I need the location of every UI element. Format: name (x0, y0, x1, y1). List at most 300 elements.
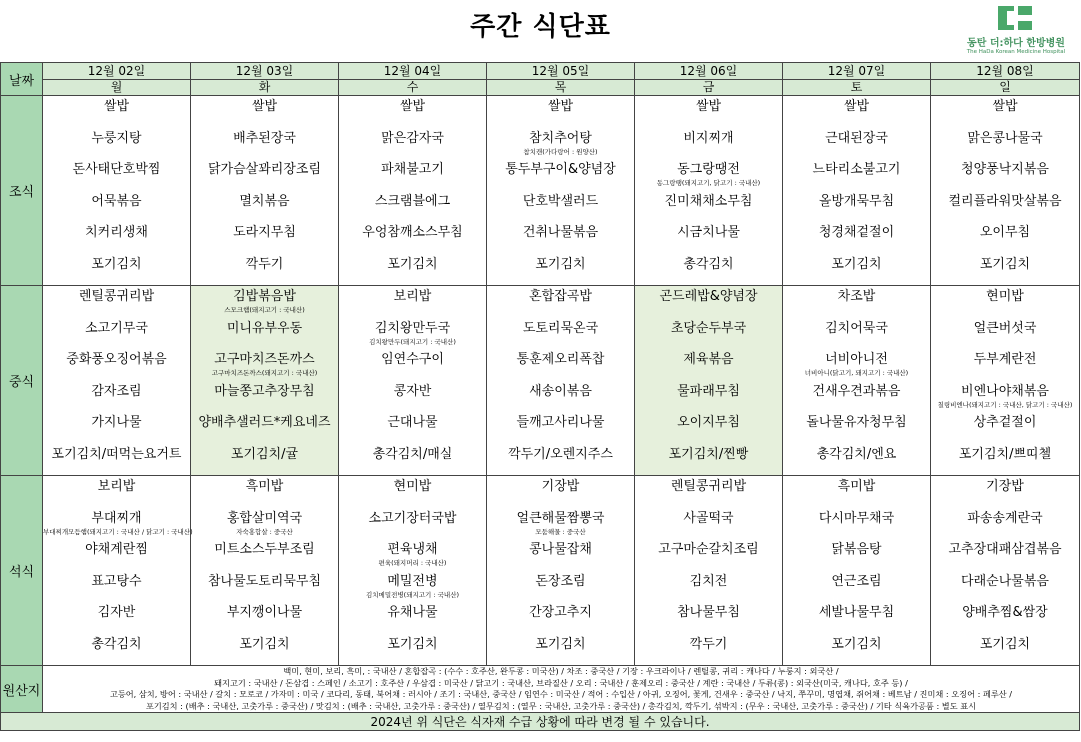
menu-item-name: 포기김치 (91, 256, 142, 272)
menu-item (783, 159, 930, 191)
menu-item-name: 기장밥 (986, 479, 1024, 494)
menu-item (783, 381, 930, 413)
menu-item-name: 포기김치 (831, 636, 882, 652)
origin-line: 고등어, 삼치, 방어 : 국내산 / 갈치 : 모로코 / 가자미 : 미국 / 코다리, 동태, 북어채 : 러시아 / 조기 : 국내산, 중국산 / 임연수 : 미국산 / 적어 : 수입산 / 아귀, 오징어, 꽃게, 건새우 : 중국산 / 낙지, 쭈꾸미, 명엽채, 쥐어채 : 베트남 / 진미채 : 오징어 : 페루산 / (109, 689, 1013, 699)
menu-item-name: 차조밥 (837, 289, 876, 304)
menu-item-note: 김치왕만두(돼지고기 : 국내산) (369, 337, 456, 346)
menu-item (43, 476, 190, 508)
menu-item (783, 349, 930, 381)
menu-item (487, 159, 634, 191)
lunch-cell (931, 286, 1080, 476)
menu-item (339, 602, 486, 634)
menu-item (43, 508, 193, 540)
menu-item-name: 파송송계란국 (967, 510, 1043, 526)
menu-item-name: 얼큰버섯국 (973, 320, 1037, 336)
menu-item (635, 96, 782, 128)
menu-item-name: 깍두기 (689, 636, 728, 652)
lunch-cell (783, 286, 931, 476)
menu-item-name: 쌀밥 (695, 99, 722, 114)
menu-item (339, 191, 486, 223)
breakfast-cell (635, 96, 783, 286)
menu-item-name: 혼합잡곡밥 (529, 289, 592, 304)
menu-item-name: 파채불고기 (381, 162, 444, 177)
menu-item-name: 청경채겉절이 (818, 225, 895, 240)
menu-item (191, 602, 338, 634)
menu-item (191, 222, 338, 254)
dinner-cell (783, 476, 931, 666)
menu-item-name: 참치추어탕 (529, 130, 592, 146)
menu-item (783, 191, 930, 223)
menu-item (191, 412, 338, 444)
breakfast-cell (339, 96, 487, 286)
menu-item-name: 배추된장국 (233, 130, 296, 146)
menu-item-name: 소고기장터국밥 (368, 510, 457, 526)
menu-item (783, 571, 930, 603)
menu-item (191, 571, 338, 603)
menu-item (931, 381, 1079, 413)
menu-item-note: 참치캔(가다랑어 : 원양산) (523, 147, 598, 156)
menu-item-name: 렌틸콩귀리밥 (670, 479, 747, 494)
menu-item-note: 모둠해물 : 중국산 (535, 527, 586, 536)
menu-item-name: 쌀밥 (843, 99, 870, 114)
menu-item (931, 444, 1079, 476)
menu-item-name: 총각김치/매실 (372, 446, 453, 462)
menu-item-name: 총각김치 (91, 636, 142, 652)
menu-item-name: 포기김치 (979, 256, 1031, 272)
menu-item-name: 시금치나물 (677, 225, 740, 240)
menu-item-name: 포기김치/떠먹는요거트 (51, 446, 182, 462)
menu-item (635, 381, 782, 413)
menu-item-name: 초당순두부국 (670, 320, 747, 336)
menu-item (487, 412, 634, 444)
menu-item (487, 634, 634, 666)
menu-item (191, 508, 338, 540)
menu-item-name: 포기김치/귤 (230, 446, 299, 462)
dinner-label: 석식 (1, 476, 43, 666)
weekday-cell: 목 (487, 80, 635, 96)
menu-item (635, 602, 782, 634)
menu-item-name: 표고탕수 (91, 573, 142, 589)
date-cell: 12월 04일 (339, 63, 487, 80)
menu-item-note: 편육(돼지머리 : 국내산) (378, 559, 447, 567)
menu-item-name: 오이무침 (979, 225, 1031, 240)
menu-item (339, 381, 486, 413)
menu-item-name: 들깨고사리나물 (516, 415, 605, 430)
menu-item (339, 476, 486, 508)
dinner-cell (43, 476, 191, 666)
menu-item (339, 128, 486, 160)
menu-item-name: 김치전 (689, 573, 728, 589)
menu-item (783, 476, 930, 508)
footer-notice: 2024년 위 식단은 식자재 수급 상황에 따라 변경 될 수 있습니다. (1, 713, 1080, 731)
menu-item-name: 편육냉채 (387, 542, 438, 557)
menu-item-name: 양배추찜&쌈장 (962, 605, 1048, 620)
menu-item-name: 두부계란전 (973, 352, 1037, 367)
menu-item-name: 유채나물 (387, 605, 438, 620)
menu-item (43, 318, 190, 350)
breakfast-cell (43, 96, 191, 286)
menu-item-name: 돌나물유자청무침 (806, 415, 907, 430)
menu-item-note: 자숙홍합살 : 중국산 (236, 527, 293, 536)
menu-item (783, 222, 930, 254)
menu-item (931, 634, 1079, 666)
menu-item-name: 포기김치/찐빵 (668, 446, 749, 462)
breakfast-label: 조식 (1, 96, 43, 286)
menu-item (783, 539, 930, 571)
weekday-cell: 토 (783, 80, 931, 96)
menu-item-name: 소고기무국 (85, 320, 148, 336)
menu-item (931, 508, 1079, 540)
menu-item-name: 치커리생채 (85, 225, 148, 240)
menu-item (783, 286, 930, 318)
logo-name: 동탄 더:하다 한방병원 (967, 38, 1065, 49)
menu-item-name: 쌀밥 (103, 99, 130, 114)
origin-line: 돼지고기 : 국내산 / 돈삼겹 : 스페인 / 소고기 : 호주산 / 우삼겹 : 미국산 / 닭고기 : 국내산, 브라질산 / 오리 : 국내산 / 훈제오리 : 중국산 / 계란 : 국내산 / 두류(콩) : 외국산(미국, 캐나다, 호주 등) / (214, 677, 908, 688)
menu-item-name: 간장고추지 (529, 605, 592, 620)
menu-item (191, 381, 338, 413)
logo-mark-icon (998, 6, 1032, 30)
menu-item-note: 스모크햄(돼지고기 : 국내산) (224, 306, 305, 314)
menu-item (339, 539, 486, 571)
menu-item (43, 602, 190, 634)
menu-item (931, 191, 1079, 223)
menu-item (635, 191, 782, 223)
menu-item-name: 참나물무침 (677, 605, 740, 620)
weekday-cell: 수 (339, 80, 487, 96)
lunch-cell (487, 286, 635, 476)
menu-item-name: 사골떡국 (683, 510, 734, 526)
menu-item-name: 고구마순갈치조림 (658, 542, 759, 557)
menu-item-name: 연근조림 (831, 573, 882, 589)
menu-item (783, 96, 930, 128)
dinner-cell (191, 476, 339, 666)
menu-item-name: 깍두기 (245, 256, 284, 272)
menu-item (339, 159, 486, 191)
breakfast-cell (931, 96, 1080, 286)
menu-item (635, 222, 782, 254)
weekday-cell: 월 (43, 80, 191, 96)
menu-item (487, 539, 634, 571)
menu-item (487, 286, 634, 318)
menu-item (635, 159, 782, 191)
menu-item (339, 222, 486, 254)
menu-item-name: 보리밥 (97, 479, 136, 494)
menu-item-name: 임연수구이 (381, 352, 444, 367)
menu-item-note: 너비아니(닭고기, 돼지고기 : 국내산) (804, 369, 909, 377)
menu-item-name: 누룽지탕 (91, 130, 142, 146)
menu-item (635, 476, 782, 508)
menu-item (191, 349, 338, 381)
menu-item-name: 기장밥 (541, 479, 580, 494)
menu-item (43, 634, 190, 666)
menu-item-note: 부대찌개모듬햄(돼지고기 : 국내산 / 닭고기 : 국내산) (43, 527, 193, 536)
menu-item (339, 254, 486, 286)
menu-item (487, 318, 634, 350)
menu-item (191, 128, 338, 160)
menu-item-name: 우엉참깨소스무침 (362, 225, 463, 240)
menu-item (43, 96, 190, 128)
menu-item-note: 칠링비엔나(돼지고기 : 국내산, 닭고기 : 국내산) (937, 400, 1073, 409)
menu-item-name: 흑미밥 (837, 479, 876, 494)
date-cell: 12월 03일 (191, 63, 339, 80)
menu-item-name: 단호박샐러드 (522, 193, 599, 209)
menu-item-name: 느타리소불고기 (812, 162, 901, 177)
lunch-cell (635, 286, 783, 476)
menu-item-name: 현미밥 (986, 289, 1024, 304)
menu-item (783, 602, 930, 634)
menu-item-name: 렌틸콩귀리밥 (78, 289, 155, 304)
menu-item (43, 254, 190, 286)
menu-item (635, 254, 782, 286)
menu-item-name: 보리밥 (393, 289, 432, 304)
menu-item (487, 444, 634, 476)
menu-item-name: 돈사태단호박찜 (72, 162, 161, 177)
menu-item (783, 318, 930, 350)
menu-item-name: 너비아니전 (825, 352, 888, 367)
lunch-cell (191, 286, 339, 476)
weekday-cell: 화 (191, 80, 339, 96)
menu-item (339, 286, 486, 318)
menu-item-name: 통두부구이&양념장 (505, 162, 616, 177)
menu-item-name: 도라지무침 (233, 225, 296, 240)
menu-item-name: 멸치볶음 (239, 193, 290, 209)
menu-item (635, 286, 782, 318)
hospital-logo (960, 4, 1072, 60)
menu-item (635, 349, 782, 381)
menu-item-name: 깍두기/오렌지주스 (508, 446, 613, 462)
menu-item (635, 508, 782, 540)
menu-item (635, 634, 782, 666)
menu-item-name: 쌀밥 (251, 99, 278, 114)
menu-item (931, 476, 1079, 508)
menu-item-name: 다래순나물볶음 (961, 573, 1049, 589)
menu-item (783, 634, 930, 666)
menu-item (43, 159, 190, 191)
origin-label: 원산지 (1, 666, 43, 713)
menu-item (931, 539, 1079, 571)
menu-item-name: 제육볶음 (683, 352, 734, 367)
menu-item-name: 미니유부우동 (226, 320, 303, 336)
menu-item-name: 스크램블에그 (374, 193, 451, 209)
menu-item (43, 349, 190, 381)
menu-item-name: 도토리묵온국 (522, 320, 599, 336)
menu-item (635, 571, 782, 603)
logo-subtitle: The HaDa Korean Medicine Hospital (966, 49, 1066, 55)
menu-item (931, 602, 1079, 634)
date-cell: 12월 08일 (931, 63, 1080, 80)
menu-item-name: 총각김치/엔요 (816, 446, 897, 462)
menu-item (783, 412, 930, 444)
menu-item-name: 건취나물볶음 (522, 225, 599, 240)
menu-item (931, 254, 1079, 286)
menu-item-name: 김밥볶음밥 (233, 289, 296, 304)
menu-item-name: 상추겉절이 (973, 415, 1037, 430)
menu-item-name: 곤드레밥&양념장 (659, 289, 758, 304)
menu-item-name: 김자반 (97, 605, 136, 620)
menu-item-name: 흑미밥 (245, 479, 284, 494)
menu-item-name: 맑은콩나물국 (967, 130, 1043, 146)
menu-item (43, 412, 190, 444)
menu-item-name: 콩자반 (393, 383, 432, 399)
lunch-cell (339, 286, 487, 476)
menu-item (339, 349, 486, 381)
menu-item (43, 539, 190, 571)
menu-item-name: 다시마무채국 (818, 510, 895, 526)
menu-item-name: 쌀밥 (547, 99, 574, 114)
origin-info (43, 666, 1080, 713)
menu-item-name: 포기김치/쁘띠첼 (958, 446, 1052, 462)
menu-item (339, 571, 486, 603)
origin-line: 백미, 현미, 보리, 흑미, : 국내산 / 혼합잡곡 : (수수 : 호주산, 완두콩 : 미국산) / 차조 : 중국산 / 기장 : 우크라이나 / 렌틸콩, 귀리 : 캐나다 / 누룽지 : 외국산 / (283, 666, 839, 676)
menu-item (783, 444, 930, 476)
menu-item-name: 포기김치 (535, 256, 586, 272)
dinner-cell (635, 476, 783, 666)
menu-item-name: 진미채채소무침 (664, 193, 753, 209)
menu-item-name: 쌀밥 (992, 99, 1018, 114)
menu-item (487, 381, 634, 413)
menu-item (43, 444, 190, 476)
menu-item (339, 318, 486, 350)
menu-item (43, 191, 190, 223)
menu-item-name: 포기김치 (387, 256, 438, 272)
menu-item (931, 571, 1079, 603)
breakfast-cell (783, 96, 931, 286)
menu-item (43, 571, 190, 603)
menu-item-name: 통훈제오리폭찹 (516, 352, 605, 367)
menu-item-name: 마늘쫑고추장무침 (214, 383, 315, 399)
menu-item-name: 콩나물잡채 (529, 542, 592, 557)
menu-item-name: 포기김치 (239, 636, 290, 652)
menu-item (191, 476, 338, 508)
menu-item-name: 동그랑땡전 (677, 162, 740, 177)
menu-item-name: 물파래무침 (677, 383, 740, 399)
menu-item (487, 571, 634, 603)
menu-item (191, 159, 338, 191)
menu-item (43, 128, 190, 160)
menu-item-note: 김치메밀전병(돼지고기 : 국내산) (365, 590, 460, 599)
menu-item-name: 닭가슴살꽈리장조림 (207, 162, 322, 177)
menu-item-name: 쌀밥 (399, 99, 426, 114)
menu-item (783, 254, 930, 286)
date-cell: 12월 05일 (487, 63, 635, 80)
menu-item-name: 올방개묵무침 (818, 193, 895, 209)
page-title: 주간 식단표 (470, 12, 611, 42)
dinner-cell (931, 476, 1080, 666)
menu-item-name: 컬리플라워맛살볶음 (948, 193, 1062, 209)
menu-item (43, 381, 190, 413)
menu-item (191, 96, 338, 128)
dinner-cell (339, 476, 487, 666)
menu-item-name: 김치왕만두국 (374, 320, 451, 336)
menu-item-name: 부지깽이나물 (226, 605, 303, 620)
menu-item-name: 닭볶음탕 (831, 542, 882, 557)
menu-item (487, 476, 634, 508)
menu-item (931, 318, 1079, 350)
menu-item-name: 중화풍오징어볶음 (66, 352, 167, 367)
menu-item (339, 412, 486, 444)
menu-item-name: 현미밥 (393, 479, 432, 494)
menu-item-note: 고구마치즈돈까스(돼지고기 : 국내산) (211, 369, 318, 377)
menu-item-name: 새송이볶음 (529, 383, 592, 399)
weekday-cell: 일 (931, 80, 1080, 96)
menu-item-name: 얼큰해물짬뽕국 (516, 510, 605, 526)
menu-item (487, 508, 634, 540)
menu-item (339, 444, 486, 476)
menu-item-name: 감자조림 (91, 383, 142, 399)
origin-line: 포기김치 : (배추 : 국내산, 고춧가루 : 중국산) / 맛김치 : (배추 : 국내산, 고춧가루 : 중국산) / 열무김치 : (열무 : 국내산, 고춧가루 : 중국산) / 총각김치, 깍두기, 섞박지 : (무우 : 국내산, 고춧가루 : 중국산) / 기타 식육가공품 : 별도 표시 (145, 700, 977, 711)
menu-item-note: 동그랑땡(돼지고기, 닭고기 : 국내산) (656, 179, 761, 187)
menu-item (931, 159, 1079, 191)
menu-item-name: 김치어묵국 (825, 320, 888, 336)
menu-item (635, 539, 782, 571)
menu-item-name: 양배추샐러드*케요네즈 (198, 415, 331, 430)
menu-item (931, 128, 1079, 160)
menu-item (339, 634, 486, 666)
menu-item-name: 포기김치 (387, 636, 438, 652)
menu-item-name: 오이지무침 (677, 415, 740, 430)
menu-item (191, 539, 338, 571)
menu-item (191, 634, 338, 666)
breakfast-cell (191, 96, 339, 286)
date-cell: 12월 02일 (43, 63, 191, 80)
menu-item (931, 286, 1079, 318)
menu-item (931, 349, 1079, 381)
dinner-cell (487, 476, 635, 666)
menu-item (931, 412, 1079, 444)
menu-item (43, 222, 190, 254)
menu-item (635, 444, 782, 476)
menu-item (487, 349, 634, 381)
menu-item-name: 비지찌개 (683, 130, 734, 146)
menu-item (635, 318, 782, 350)
menu-item-name: 가지나물 (91, 415, 142, 430)
menu-item-name: 근대된장국 (825, 130, 888, 146)
menu-item (191, 318, 338, 350)
menu-item (487, 254, 634, 286)
menu-item (339, 508, 486, 540)
menu-item-name: 참나물도토리묵무침 (207, 573, 322, 589)
menu-item-name: 메밀전병 (387, 573, 438, 589)
menu-item (487, 602, 634, 634)
menu-item-name: 고구마치즈돈까스 (214, 352, 315, 367)
menu-item (635, 412, 782, 444)
menu-item-name: 돈장조림 (535, 573, 586, 589)
menu-item (191, 254, 338, 286)
menu-item (783, 128, 930, 160)
menu-item-name: 건새우견과볶음 (812, 383, 901, 399)
menu-item (931, 96, 1079, 128)
menu-item (487, 128, 634, 160)
menu-item (487, 191, 634, 223)
menu-item (191, 191, 338, 223)
menu-item-name: 총각김치 (683, 256, 734, 272)
weekday-cell: 금 (635, 80, 783, 96)
breakfast-cell (487, 96, 635, 286)
lunch-cell (43, 286, 191, 476)
menu-item (931, 222, 1079, 254)
menu-item-name: 비엔나야채볶음 (961, 383, 1049, 399)
menu-item-name: 야채계란찜 (85, 542, 148, 557)
menu-item-name: 미트소스두부조림 (214, 542, 315, 557)
menu-item-name: 홍합살미역국 (226, 510, 303, 526)
menu-item-name: 포기김치 (979, 636, 1031, 652)
menu-item-name: 고추장대패삼겹볶음 (948, 542, 1062, 557)
menu-item (191, 444, 338, 476)
menu-item (635, 128, 782, 160)
menu-item-name: 세발나물무침 (818, 605, 895, 620)
menu-item (43, 286, 190, 318)
menu-item-name: 청양풍낙지볶음 (961, 162, 1049, 177)
